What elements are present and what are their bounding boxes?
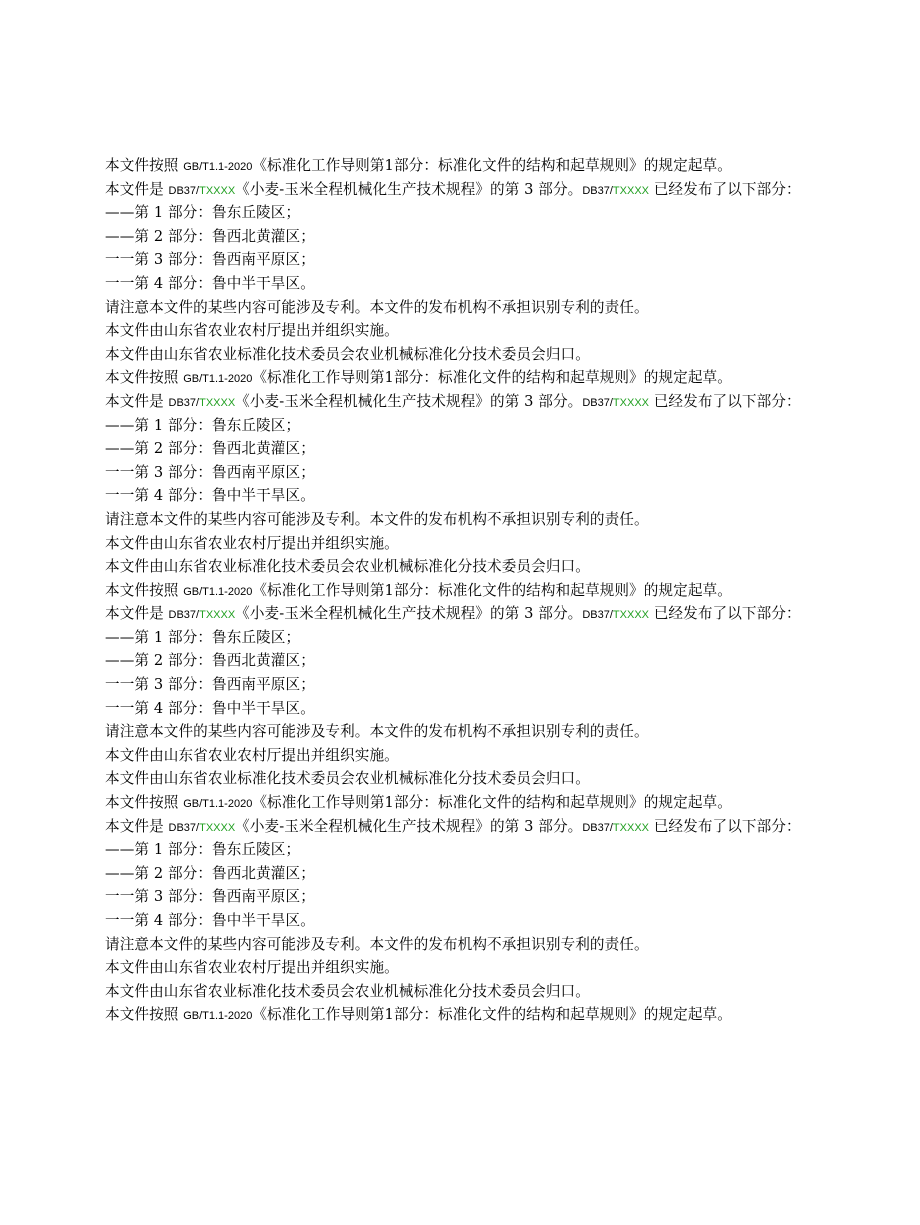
paragraph-text: 请注意本文件的某些内容可能涉及专利。本文件的发布机构不承担识别专利的责任。 xyxy=(105,935,649,953)
paragraph-text: 本文件由山东省农业标准化技术委员会农业机械标准化分技术委员会归口。 xyxy=(105,345,590,363)
standard-code: DB37/ xyxy=(582,396,613,409)
paragraph-text: 本文件按照 xyxy=(105,369,184,387)
paragraph-text: 《小麦-玉米全程机械化生产技术规程》的第 3 部分。 xyxy=(235,605,583,623)
standard-code-placeholder: TXXXX xyxy=(199,396,236,409)
paragraph xyxy=(105,767,885,791)
series-statement-paragraph xyxy=(105,178,885,202)
standard-code: GB/T1.1-2020 xyxy=(183,373,253,386)
paragraph-text: ——第 1 部分：鲁东丘陵区； xyxy=(105,841,301,859)
drafting-rules-paragraph xyxy=(105,579,885,603)
paragraph xyxy=(105,862,885,886)
paragraph-text: ——第 1 部分：鲁东丘陵区； xyxy=(105,204,301,222)
paragraph-text: 一一第 3 部分：鲁西南平原区； xyxy=(105,888,315,906)
standard-code: DB37/ xyxy=(168,821,200,834)
paragraph-text: 一一第 4 部分：鲁中半干旱区。 xyxy=(105,912,315,929)
paragraph xyxy=(105,532,885,556)
standard-code: DB37/ xyxy=(582,609,613,622)
standard-code: DB37/ xyxy=(168,609,200,622)
paragraph xyxy=(105,201,885,225)
paragraph-text: 已经发布了以下部分： xyxy=(649,180,801,198)
standard-code-placeholder: TXXXX xyxy=(199,609,236,622)
paragraph-text: 本文件由山东省农业标准化技术委员会农业机械标准化分技术委员会归口。 xyxy=(105,982,590,1000)
paragraph-text: 《标准化工作导则第1部分：标准化文件的结构和起草规则》的规定起草。 xyxy=(252,581,732,599)
standard-code-placeholder: TXXXX xyxy=(612,609,649,622)
paragraph xyxy=(105,933,885,957)
paragraph-text: 已经发布了以下部分： xyxy=(649,392,801,410)
paragraph xyxy=(105,673,885,697)
standard-code: DB37/ xyxy=(582,184,613,197)
paragraph-text: 《标准化工作导则第1部分：标准化文件的结构和起草规则》的规定起草。 xyxy=(252,369,732,387)
paragraph-text: 请注意本文件的某些内容可能涉及专利。本文件的发布机构不承担识别专利的责任。 xyxy=(105,723,649,741)
paragraph xyxy=(105,720,885,744)
drafting-rules-paragraph xyxy=(105,154,885,178)
standard-code: DB37/ xyxy=(168,396,200,409)
paragraph-text: 《标准化工作导则第1部分：标准化文件的结构和起草规则》的规定起草。 xyxy=(252,1006,732,1024)
paragraph-text: 一一第 3 部分：鲁西南平原区； xyxy=(105,463,315,481)
paragraph-text: 本文件按照 xyxy=(105,794,184,812)
paragraph-text: 本文件按照 xyxy=(105,581,184,599)
paragraph-text: 已经发布了以下部分： xyxy=(649,817,801,835)
paragraph-text: ——第 2 部分：鲁西北黄灌区； xyxy=(105,440,315,458)
standard-code: GB/T1.1-2020 xyxy=(183,161,253,173)
standard-code: DB37/ xyxy=(168,184,200,197)
document-body xyxy=(105,154,885,1027)
drafting-rules-paragraph xyxy=(105,1003,885,1027)
paragraph-text: 请注意本文件的某些内容可能涉及专利。本文件的发布机构不承担识别专利的责任。 xyxy=(105,510,649,528)
standard-code-placeholder: TXXXX xyxy=(612,821,649,834)
paragraph-text: 请注意本文件的某些内容可能涉及专利。本文件的发布机构不承担识别专利的责任。 xyxy=(105,298,649,316)
paragraph xyxy=(105,484,885,508)
paragraph xyxy=(105,909,885,933)
paragraph-text: 本文件由山东省农业标准化技术委员会农业机械标准化分技术委员会归口。 xyxy=(105,770,590,788)
paragraph xyxy=(105,343,885,367)
paragraph-text: 本文件由山东省农业农村厅提出并组织实施。 xyxy=(105,322,399,340)
paragraph-text: 一一第 3 部分：鲁西南平原区； xyxy=(105,676,315,694)
paragraph-text: 《标准化工作导则第1部分：标准化文件的结构和起草规则》的规定起草。 xyxy=(252,157,732,174)
paragraph xyxy=(105,885,885,909)
paragraph xyxy=(105,248,885,272)
paragraph-text: 本文件由山东省农业标准化技术委员会农业机械标准化分技术委员会归口。 xyxy=(105,558,590,576)
paragraph-text: 本文件是 xyxy=(105,817,169,835)
paragraph-text: 本文件是 xyxy=(105,392,169,410)
paragraph-text: 《小麦-玉米全程机械化生产技术规程》的第 3 部分。 xyxy=(235,392,583,410)
series-statement-paragraph xyxy=(105,390,885,414)
paragraph xyxy=(105,956,885,980)
paragraph-text: 一一第 4 部分：鲁中半干旱区。 xyxy=(105,699,315,717)
paragraph xyxy=(105,414,885,438)
standard-code-placeholder: TXXXX xyxy=(612,396,649,409)
paragraph-text: 本文件由山东省农业农村厅提出并组织实施。 xyxy=(105,746,399,764)
standard-code: GB/T1.1-2020 xyxy=(183,585,253,598)
paragraph-text: 本文件由山东省农业农村厅提出并组织实施。 xyxy=(105,959,399,977)
standard-code: DB37/ xyxy=(582,821,613,834)
paragraph-text: ——第 2 部分：鲁西北黄灌区； xyxy=(105,864,315,882)
paragraph-text: 本文件按照 xyxy=(105,157,184,174)
paragraph xyxy=(105,508,885,532)
paragraph xyxy=(105,980,885,1004)
paragraph xyxy=(105,225,885,249)
paragraph xyxy=(105,838,885,862)
paragraph-text: 《小麦-玉米全程机械化生产技术规程》的第 3 部分。 xyxy=(235,180,583,198)
paragraph-text: 《标准化工作导则第1部分：标准化文件的结构和起草规则》的规定起草。 xyxy=(252,794,732,812)
standard-code-placeholder: TXXXX xyxy=(199,184,236,197)
series-statement-paragraph xyxy=(105,602,885,626)
paragraph xyxy=(105,649,885,673)
paragraph-text: 已经发布了以下部分： xyxy=(649,605,801,623)
paragraph-text: 本文件是 xyxy=(105,605,169,623)
paragraph xyxy=(105,319,885,343)
paragraph-text: 本文件由山东省农业农村厅提出并组织实施。 xyxy=(105,534,399,552)
paragraph xyxy=(105,744,885,768)
paragraph-text: 一一第 4 部分：鲁中半干旱区。 xyxy=(105,487,315,505)
paragraph xyxy=(105,461,885,485)
paragraph xyxy=(105,626,885,650)
standard-code: GB/T1.1-2020 xyxy=(183,798,253,811)
paragraph-text: ——第 1 部分：鲁东丘陵区； xyxy=(105,416,301,434)
series-statement-paragraph xyxy=(105,815,885,839)
paragraph-text: ——第 1 部分：鲁东丘陵区； xyxy=(105,628,301,646)
standard-code-placeholder: TXXXX xyxy=(199,821,236,834)
drafting-rules-paragraph xyxy=(105,791,885,815)
standard-code: GB/T1.1-2020 xyxy=(183,1010,253,1023)
paragraph-text: 《小麦-玉米全程机械化生产技术规程》的第 3 部分。 xyxy=(235,817,583,835)
paragraph-text: ——第 2 部分：鲁西北黄灌区； xyxy=(105,227,315,245)
standard-code-placeholder: TXXXX xyxy=(612,184,649,197)
paragraph-text: 一一第 4 部分：鲁中半干旱区。 xyxy=(105,274,315,292)
drafting-rules-paragraph xyxy=(105,366,885,390)
paragraph xyxy=(105,296,885,320)
paragraph xyxy=(105,272,885,296)
paragraph xyxy=(105,437,885,461)
paragraph-text: 本文件按照 xyxy=(105,1006,184,1024)
paragraph-text: 本文件是 xyxy=(105,180,169,198)
paragraph-text: ——第 2 部分：鲁西北黄灌区； xyxy=(105,652,315,670)
paragraph xyxy=(105,697,885,721)
paragraph xyxy=(105,555,885,579)
paragraph-text: 一一第 3 部分：鲁西南平原区； xyxy=(105,251,315,269)
